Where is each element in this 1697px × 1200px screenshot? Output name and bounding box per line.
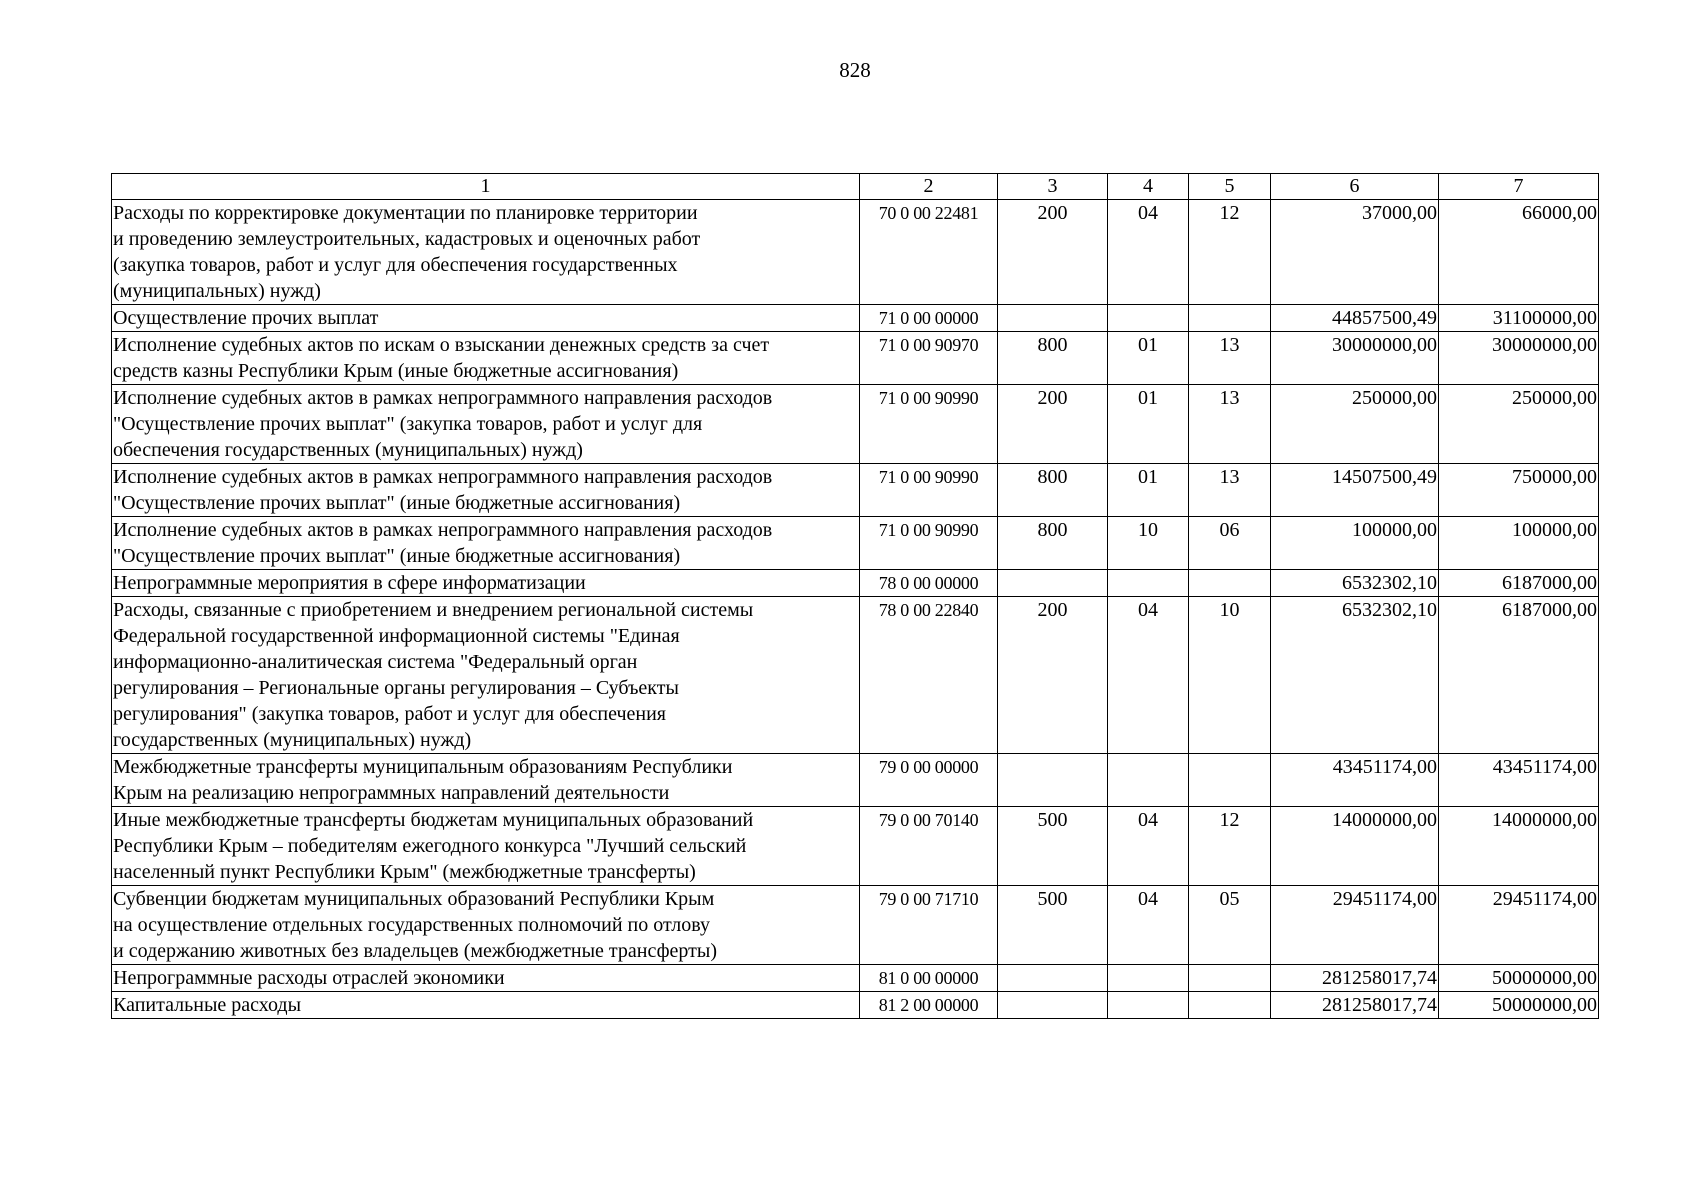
column-header: 2 (860, 174, 998, 200)
amount-year-1: 43451174,00 (1271, 754, 1439, 807)
target-article-code: 79 0 00 70140 (860, 807, 998, 886)
expense-type-code: 200 (998, 597, 1108, 754)
row-description: Капитальные расходы (112, 992, 860, 1019)
section-code: 01 (1108, 385, 1189, 464)
row-description: Иные межбюджетные трансферты бюджетам муниципальных образований Республики Крым – победителям ежегодного конкурса "Лучший сельский населенный пункт Республики Крым" (межбюджетные трансферты) (112, 807, 860, 886)
section-code (1108, 305, 1189, 332)
amount-year-1: 100000,00 (1271, 517, 1439, 570)
amount-year-1: 281258017,74 (1271, 965, 1439, 992)
amount-year-2: 30000000,00 (1439, 332, 1599, 385)
amount-year-1: 14507500,49 (1271, 464, 1439, 517)
target-article-code: 81 2 00 00000 (860, 992, 998, 1019)
header-row (112, 174, 1599, 200)
row-description: Исполнение судебных актов в рамках непрограммного направления расходов "Осуществление прочих выплат" (иные бюджетные ассигнования) (112, 464, 860, 517)
expense-type-code (998, 754, 1108, 807)
amount-year-1: 37000,00 (1271, 200, 1439, 305)
amount-year-1: 281258017,74 (1271, 992, 1439, 1019)
section-code (1108, 965, 1189, 992)
amount-year-1: 44857500,49 (1271, 305, 1439, 332)
column-header: 3 (998, 174, 1108, 200)
subsection-code (1189, 992, 1271, 1019)
section-code: 04 (1108, 807, 1189, 886)
amount-year-2: 6187000,00 (1439, 597, 1599, 754)
budget-table (111, 173, 1599, 1019)
table-row (112, 332, 1599, 385)
row-description: Непрограммные расходы отраслей экономики (112, 965, 860, 992)
table-row (112, 570, 1599, 597)
amount-year-2: 100000,00 (1439, 517, 1599, 570)
expense-type-code: 800 (998, 332, 1108, 385)
table-body (112, 174, 1599, 1019)
table-row (112, 385, 1599, 464)
subsection-code: 13 (1189, 464, 1271, 517)
row-description: Расходы, связанные с приобретением и внедрением региональной системы Федеральной государственной информационной системы "Единая информационно-аналитическая система "Федеральный орган регулирования – Региональные органы регулирования – Субъекты регулирования" (закупка товаров, работ и услуг для обеспечения государственных (муниципальных) нужд) (112, 597, 860, 754)
row-description: Расходы по корректировке документации по планировке территории и проведению землеустроительных, кадастровых и оценочных работ (закупка товаров, работ и услуг для обеспечения государственных (муниципальных) нужд) (112, 200, 860, 305)
row-description: Осуществление прочих выплат (112, 305, 860, 332)
amount-year-1: 250000,00 (1271, 385, 1439, 464)
amount-year-1: 6532302,10 (1271, 597, 1439, 754)
target-article-code: 71 0 00 90970 (860, 332, 998, 385)
table-row (112, 992, 1599, 1019)
row-description: Исполнение судебных актов по искам о взыскании денежных средств за счет средств казны Республики Крым (иные бюджетные ассигнования) (112, 332, 860, 385)
subsection-code (1189, 754, 1271, 807)
amount-year-2: 6187000,00 (1439, 570, 1599, 597)
row-description: Исполнение судебных актов в рамках непрограммного направления расходов "Осуществление прочих выплат" (закупка товаров, работ и услуг для обеспечения государственных (муниципальных) нужд) (112, 385, 860, 464)
column-header: 6 (1271, 174, 1439, 200)
subsection-code: 13 (1189, 332, 1271, 385)
amount-year-2: 50000000,00 (1439, 992, 1599, 1019)
amount-year-1: 30000000,00 (1271, 332, 1439, 385)
amount-year-2: 43451174,00 (1439, 754, 1599, 807)
target-article-code: 71 0 00 00000 (860, 305, 998, 332)
section-code: 10 (1108, 517, 1189, 570)
section-code (1108, 754, 1189, 807)
expense-type-code: 200 (998, 385, 1108, 464)
section-code: 01 (1108, 464, 1189, 517)
section-code: 04 (1108, 886, 1189, 965)
section-code (1108, 570, 1189, 597)
expense-type-code: 200 (998, 200, 1108, 305)
subsection-code (1189, 965, 1271, 992)
subsection-code: 12 (1189, 807, 1271, 886)
amount-year-1: 14000000,00 (1271, 807, 1439, 886)
target-article-code: 70 0 00 22481 (860, 200, 998, 305)
table-row (112, 305, 1599, 332)
subsection-code: 12 (1189, 200, 1271, 305)
row-description: Непрограммные мероприятия в сфере информатизации (112, 570, 860, 597)
section-code (1108, 992, 1189, 1019)
amount-year-2: 250000,00 (1439, 385, 1599, 464)
expense-type-code (998, 965, 1108, 992)
column-header: 4 (1108, 174, 1189, 200)
target-article-code: 78 0 00 00000 (860, 570, 998, 597)
section-code: 04 (1108, 200, 1189, 305)
column-header: 5 (1189, 174, 1271, 200)
subsection-code: 13 (1189, 385, 1271, 464)
table-row (112, 886, 1599, 965)
section-code: 04 (1108, 597, 1189, 754)
target-article-code: 78 0 00 22840 (860, 597, 998, 754)
expense-type-code: 500 (998, 807, 1108, 886)
amount-year-2: 31100000,00 (1439, 305, 1599, 332)
expense-type-code (998, 305, 1108, 332)
row-description: Исполнение судебных актов в рамках непрограммного направления расходов "Осуществление прочих выплат" (иные бюджетные ассигнования) (112, 517, 860, 570)
amount-year-1: 6532302,10 (1271, 570, 1439, 597)
target-article-code: 81 0 00 00000 (860, 965, 998, 992)
table-row (112, 464, 1599, 517)
subsection-code (1189, 305, 1271, 332)
table-row (112, 807, 1599, 886)
subsection-code: 06 (1189, 517, 1271, 570)
amount-year-2: 66000,00 (1439, 200, 1599, 305)
target-article-code: 71 0 00 90990 (860, 517, 998, 570)
expense-type-code: 800 (998, 464, 1108, 517)
row-description: Субвенции бюджетам муниципальных образований Республики Крым на осуществление отдельных государственных полномочий по отлову и содержанию животных без владельцев (межбюджетные трансферты) (112, 886, 860, 965)
subsection-code: 05 (1189, 886, 1271, 965)
expense-type-code (998, 570, 1108, 597)
table-row (112, 200, 1599, 305)
amount-year-2: 14000000,00 (1439, 807, 1599, 886)
table-row (112, 597, 1599, 754)
target-article-code: 71 0 00 90990 (860, 385, 998, 464)
column-header: 7 (1439, 174, 1599, 200)
page-number: 828 (839, 58, 871, 82)
amount-year-2: 50000000,00 (1439, 965, 1599, 992)
subsection-code (1189, 570, 1271, 597)
table-row (112, 754, 1599, 807)
expense-type-code: 500 (998, 886, 1108, 965)
subsection-code: 10 (1189, 597, 1271, 754)
amount-year-1: 29451174,00 (1271, 886, 1439, 965)
column-header: 1 (112, 174, 860, 200)
target-article-code: 79 0 00 71710 (860, 886, 998, 965)
row-description: Межбюджетные трансферты муниципальным образованиям Республики Крым на реализацию непрограммных направлений деятельности (112, 754, 860, 807)
table-row (112, 517, 1599, 570)
amount-year-2: 750000,00 (1439, 464, 1599, 517)
section-code: 01 (1108, 332, 1189, 385)
target-article-code: 79 0 00 00000 (860, 754, 998, 807)
table-row (112, 965, 1599, 992)
expense-type-code: 800 (998, 517, 1108, 570)
expense-type-code (998, 992, 1108, 1019)
target-article-code: 71 0 00 90990 (860, 464, 998, 517)
amount-year-2: 29451174,00 (1439, 886, 1599, 965)
